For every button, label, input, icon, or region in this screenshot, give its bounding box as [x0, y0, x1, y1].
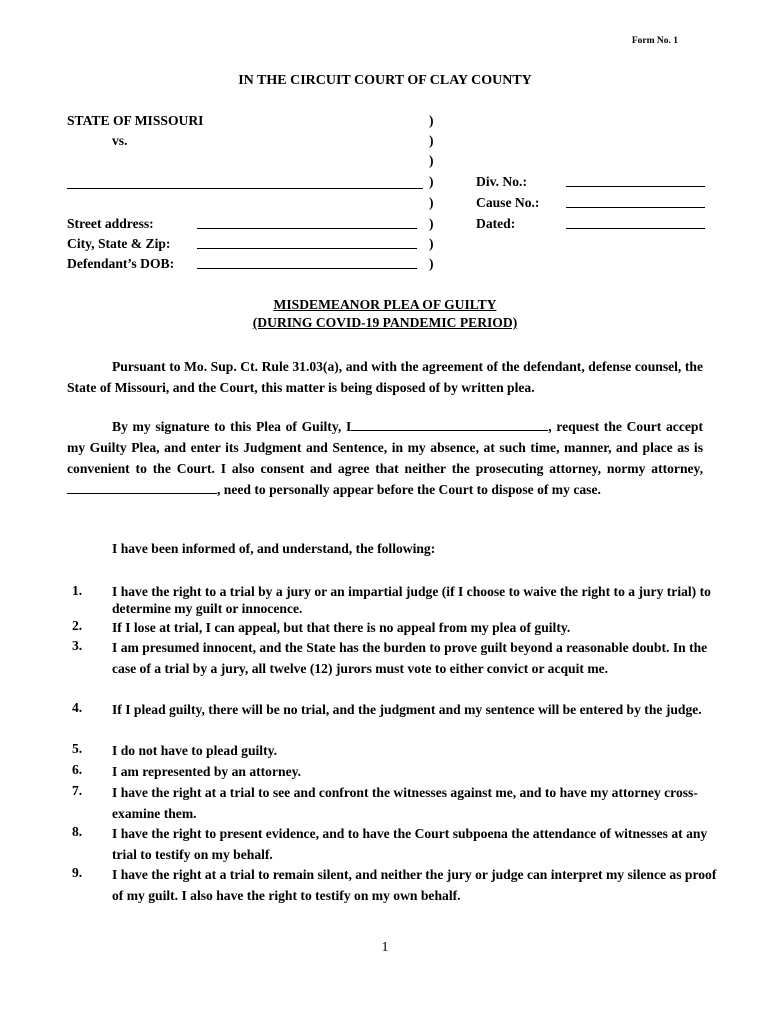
caption-paren: ) [429, 174, 434, 189]
dated-label: Dated: [476, 216, 516, 231]
signature-paragraph-text-2: , request the Court accept my Guilty Plea, and enter its Judgment and Sentence, in my absence, at such time, manner, and place as is convenient to the Court. I also consent and agree that neither the prosecuting attorney, normy attorney, [67, 419, 703, 476]
attorney-name-blank[interactable] [67, 480, 217, 494]
signature-paragraph-text-1: By my signature to this Plea of Guilty, I [112, 419, 352, 434]
defendant-dob-line[interactable] [197, 268, 417, 269]
list-item-number: 8. [72, 824, 83, 839]
street-address-line[interactable] [197, 228, 417, 229]
division-number-line[interactable] [566, 186, 705, 187]
caption-paren: ) [429, 113, 434, 128]
list-item: I have the right to present evidence, and to have the Court subpoena the attendance of witnesses at any trial to testify on my behalf. [112, 826, 708, 862]
caption-paren: ) [429, 133, 434, 148]
list-item-number: 6. [72, 762, 83, 777]
list-item: I have the right at a trial to remain silent, and neither the jury or judge can interpret my silence as proof of my guilt. I also have the right to testify on my own behalf. [112, 867, 717, 903]
versus-label: vs. [112, 133, 128, 148]
plaintiff-name: STATE OF MISSOURI [67, 113, 204, 128]
list-item-number: 5. [72, 741, 83, 756]
defendant-dob-label: Defendant’s DOB: [67, 256, 175, 271]
form-number: Form No. 1 [631, 36, 678, 46]
cause-number-line[interactable] [566, 207, 705, 208]
defendant-name-blank[interactable] [351, 417, 548, 431]
document-subheading: (DURING COVID-19 PANDEMIC PERIOD) [252, 315, 518, 330]
caption-paren: ) [429, 153, 434, 168]
caption-paren: ) [429, 236, 434, 251]
list-item-number: 4. [72, 700, 83, 715]
list-item-number: 2. [72, 618, 83, 633]
list-item-number: 7. [72, 783, 83, 798]
list-item-number: 9. [72, 865, 83, 880]
city-state-zip-label: City, State & Zip: [67, 236, 171, 251]
list-item: I do not have to plead guilty. [112, 743, 278, 758]
list-item: I am presumed innocent, and the State has the burden to prove guilt beyond a reasonable doubt. In the case of a trial by a jury, all twelve (12) jurors must vote to either convict or acquit me. [112, 640, 708, 676]
informed-intro: I have been informed of, and understand, the following: [112, 541, 436, 556]
defendant-name-line[interactable] [67, 188, 423, 189]
list-item: If I lose at trial, I can appeal, but that there is no appeal from my plea of guilty. [112, 620, 571, 635]
city-state-zip-line[interactable] [197, 248, 417, 249]
caption-paren: ) [429, 216, 434, 231]
signature-paragraph [67, 416, 703, 500]
caption-paren: ) [429, 195, 434, 210]
court-title: IN THE CIRCUIT COURT OF CLAY COUNTY [238, 73, 532, 88]
rule-paragraph-text: Pursuant to Mo. Sup. Ct. Rule 31.03(a), and with the agreement of the defendant, defense counsel, the State of Missouri, and the Court, this matter is being disposed of by written plea. [67, 359, 703, 395]
list-item-number: 3. [72, 638, 83, 653]
document-heading: MISDEMEANOR PLEA OF GUILTY [273, 297, 497, 312]
rule-paragraph [67, 356, 703, 398]
signature-paragraph-text-3: , need to personally appear before the Court to dispose of my case. [217, 482, 601, 497]
list-item: I have the right to a trial by a jury or an impartial judge (if I choose to waive the right to a jury trial) to determine my guilt or innocence. [112, 584, 711, 616]
list-item: I have the right at a trial to see and confront the witnesses against me, and to have my attorney cross-examine them. [112, 785, 698, 821]
list-item: I am represented by an attorney. [112, 764, 302, 779]
caption-paren: ) [429, 256, 434, 271]
list-item: If I plead guilty, there will be no trial, and the judgment and my sentence will be entered by the judge. [112, 702, 702, 717]
list-item-number: 1. [72, 583, 83, 598]
street-address-label: Street address: [67, 216, 154, 231]
page-number: 1 [381, 940, 389, 955]
cause-number-label: Cause No.: [476, 195, 540, 210]
dated-line[interactable] [566, 228, 705, 229]
division-number-label: Div. No.: [476, 174, 527, 189]
